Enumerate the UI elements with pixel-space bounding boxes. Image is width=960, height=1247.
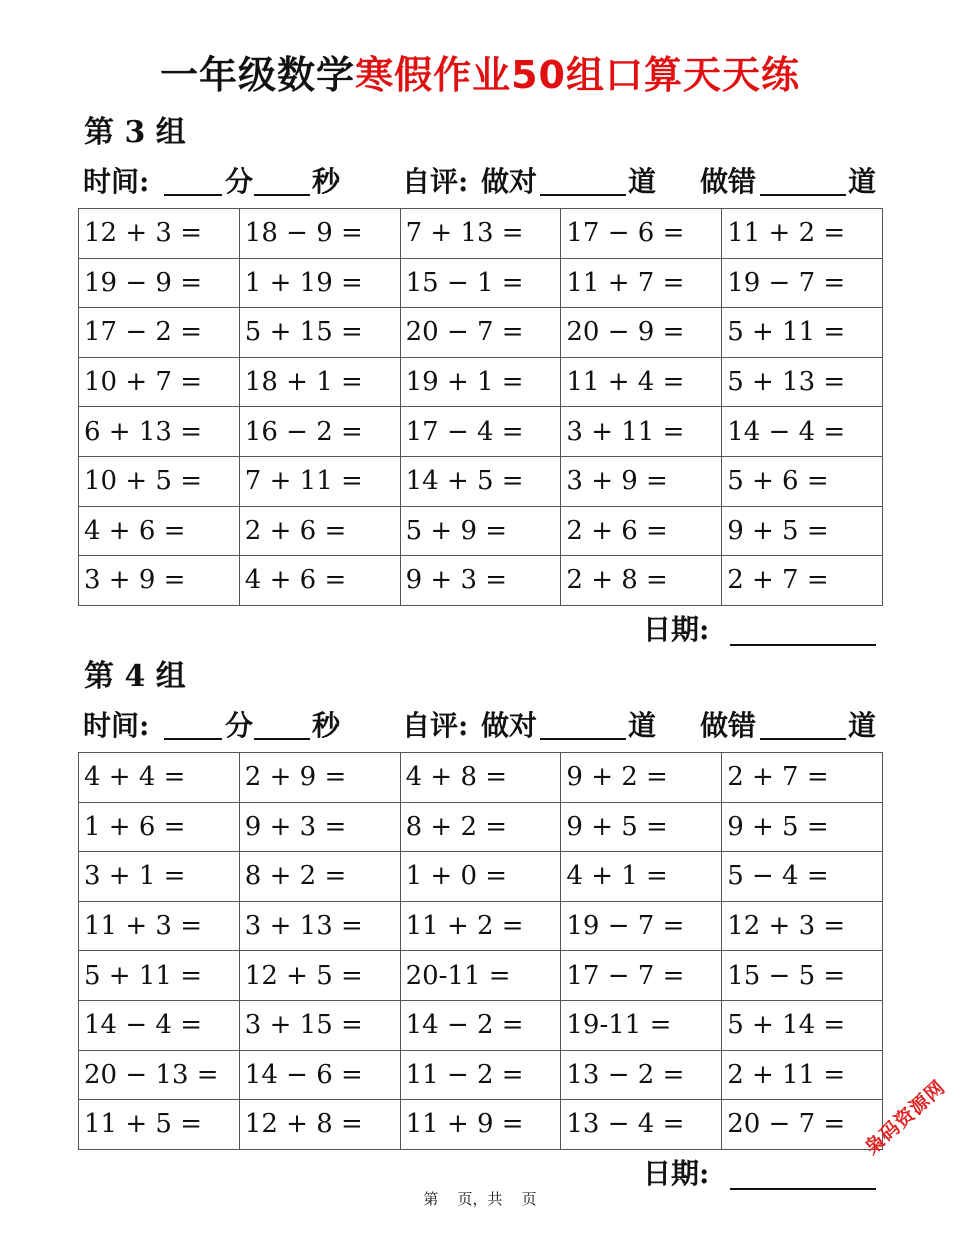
table-row (79, 753, 883, 803)
problem-cell: 11 + 2 = (722, 209, 883, 259)
wrong-label: 做错 (700, 709, 757, 742)
problem-cell: 18 + 1 = (239, 357, 400, 407)
problem-cell: 11 + 9 = (400, 1100, 561, 1150)
page-title (0, 50, 960, 100)
minute-blank[interactable] (164, 194, 222, 196)
title-black-part: 一年级数学 (160, 53, 356, 97)
problem-cell: 20 − 7 = (722, 1100, 883, 1150)
problem-cell: 19 + 1 = (400, 357, 561, 407)
problem-cell: 3 + 9 = (561, 456, 722, 506)
problem-cell: 2 + 11 = (722, 1050, 883, 1100)
problem-cell: 14 − 6 = (239, 1050, 400, 1100)
table-row (79, 1000, 883, 1050)
table-row (79, 951, 883, 1001)
problem-cell: 5 + 15 = (239, 308, 400, 358)
problem-cell: 4 + 1 = (561, 852, 722, 902)
problem-cell: 5 − 4 = (722, 852, 883, 902)
wrong-blank[interactable] (760, 738, 846, 740)
second-blank[interactable] (254, 194, 310, 196)
problem-cell: 3 + 9 = (79, 556, 240, 606)
table-row (79, 901, 883, 951)
correct-label: 做对 (481, 709, 538, 742)
problem-cell: 13 − 2 = (561, 1050, 722, 1100)
problem-cell: 20 − 9 = (561, 308, 722, 358)
problem-cell: 2 + 9 = (239, 753, 400, 803)
problem-cell: 14 + 5 = (400, 456, 561, 506)
problem-cell: 2 + 7 = (722, 753, 883, 803)
time-label: 时间: (83, 709, 150, 742)
table-row (79, 456, 883, 506)
title-red-part: 寒假作业50组口算天天练 (355, 53, 800, 97)
date-label: 日期: (643, 1156, 710, 1190)
dao-label: 道 (848, 165, 877, 198)
problem-cell: 4 + 6 = (79, 506, 240, 556)
problem-cell: 19 − 7 = (561, 901, 722, 951)
problem-cell: 19 − 9 = (79, 258, 240, 308)
problem-cell: 20-11 = (400, 951, 561, 1001)
problem-cell: 1 + 6 = (79, 802, 240, 852)
problem-cell: 12 + 3 = (79, 209, 240, 259)
problem-cell: 19 − 7 = (722, 258, 883, 308)
problem-cell: 5 + 11 = (722, 308, 883, 358)
minute-blank[interactable] (164, 738, 222, 740)
problem-cell: 17 − 2 = (79, 308, 240, 358)
problem-cell: 11 − 2 = (400, 1050, 561, 1100)
problem-cell: 20 − 13 = (79, 1050, 240, 1100)
problem-cell: 3 + 13 = (239, 901, 400, 951)
exercise-table (78, 752, 883, 1150)
table-row (79, 357, 883, 407)
problem-cell: 15 − 5 = (722, 951, 883, 1001)
problem-cell: 2 + 8 = (561, 556, 722, 606)
exercise-group-3 (78, 110, 883, 654)
date-blank[interactable] (730, 644, 876, 646)
problem-cell: 14 − 2 = (400, 1000, 561, 1050)
dao-label: 道 (628, 709, 657, 742)
problem-cell: 9 + 3 = (400, 556, 561, 606)
problem-cell: 17 − 6 = (561, 209, 722, 259)
problem-cell: 11 + 4 = (561, 357, 722, 407)
problem-cell: 11 + 7 = (561, 258, 722, 308)
problem-cell: 17 − 7 = (561, 951, 722, 1001)
self-eval-line (78, 700, 883, 752)
problem-cell: 20 − 7 = (400, 308, 561, 358)
problem-cell: 5 + 11 = (79, 951, 240, 1001)
table-row (79, 556, 883, 606)
self-eval-line (78, 156, 883, 208)
table-row (79, 209, 883, 259)
problem-cell: 8 + 2 = (400, 802, 561, 852)
problem-cell: 7 + 13 = (400, 209, 561, 259)
problem-cell: 11 + 3 = (79, 901, 240, 951)
problem-cell: 2 + 6 = (561, 506, 722, 556)
problem-cell: 12 + 5 = (239, 951, 400, 1001)
problem-cell: 1 + 19 = (239, 258, 400, 308)
problem-cell: 4 + 4 = (79, 753, 240, 803)
problem-cell: 12 + 8 = (239, 1100, 400, 1150)
problem-cell: 5 + 13 = (722, 357, 883, 407)
watermark-stamp: 枭码资源网 (860, 1076, 950, 1160)
problem-cell: 3 + 15 = (239, 1000, 400, 1050)
problem-cell: 12 + 3 = (722, 901, 883, 951)
table-row (79, 852, 883, 902)
problem-cell: 9 + 5 = (722, 506, 883, 556)
exercise-group-4 (78, 654, 883, 1198)
problem-cell: 5 + 9 = (400, 506, 561, 556)
problem-cell: 5 + 6 = (722, 456, 883, 506)
second-blank[interactable] (254, 738, 310, 740)
problem-cell: 3 + 1 = (79, 852, 240, 902)
problem-cell: 6 + 13 = (79, 407, 240, 457)
problem-cell: 1 + 0 = (400, 852, 561, 902)
problem-cell: 16 − 2 = (239, 407, 400, 457)
table-row (79, 1100, 883, 1150)
problem-cell: 9 + 3 = (239, 802, 400, 852)
correct-label: 做对 (481, 165, 538, 198)
problem-cell: 10 + 5 = (79, 456, 240, 506)
problem-cell: 4 + 6 = (239, 556, 400, 606)
problem-cell: 10 + 7 = (79, 357, 240, 407)
group-title: 第 3 组 (84, 115, 186, 150)
problem-cell: 17 − 4 = (400, 407, 561, 457)
self-eval-label: 自评: (402, 709, 469, 742)
group-title: 第 4 组 (84, 659, 186, 694)
time-label: 时间: (83, 165, 150, 198)
date-row (78, 606, 883, 654)
problem-cell: 9 + 5 = (722, 802, 883, 852)
dao-label: 道 (848, 709, 877, 742)
problem-cell: 11 + 2 = (400, 901, 561, 951)
date-label: 日期: (643, 612, 710, 646)
problem-cell: 8 + 2 = (239, 852, 400, 902)
problem-cell: 18 − 9 = (239, 209, 400, 259)
problem-cell: 5 + 14 = (722, 1000, 883, 1050)
problem-cell: 19-11 = (561, 1000, 722, 1050)
page-footer: 第 页，共 页 (423, 1190, 537, 1208)
exercise-table (78, 208, 883, 606)
wrong-blank[interactable] (760, 194, 846, 196)
table-row (79, 258, 883, 308)
minute-label: 分 (225, 165, 254, 198)
table-row (79, 802, 883, 852)
problem-cell: 2 + 7 = (722, 556, 883, 606)
problem-cell: 2 + 6 = (239, 506, 400, 556)
correct-blank[interactable] (540, 738, 626, 740)
problem-cell: 9 + 5 = (561, 802, 722, 852)
problem-cell: 15 − 1 = (400, 258, 561, 308)
problem-cell: 11 + 5 = (79, 1100, 240, 1150)
table-row (79, 506, 883, 556)
self-eval-label: 自评: (402, 165, 469, 198)
problem-cell: 14 − 4 = (722, 407, 883, 457)
table-row (79, 1050, 883, 1100)
table-row (79, 308, 883, 358)
wrong-label: 做错 (700, 165, 757, 198)
minute-label: 分 (225, 709, 254, 742)
dao-label: 道 (628, 165, 657, 198)
correct-blank[interactable] (540, 194, 626, 196)
problem-cell: 3 + 11 = (561, 407, 722, 457)
problem-cell: 9 + 2 = (561, 753, 722, 803)
problem-cell: 14 − 4 = (79, 1000, 240, 1050)
problem-cell: 4 + 8 = (400, 753, 561, 803)
second-label: 秒 (312, 165, 341, 198)
problem-cell: 7 + 11 = (239, 456, 400, 506)
problem-cell: 13 − 4 = (561, 1100, 722, 1150)
table-row (79, 407, 883, 457)
second-label: 秒 (312, 709, 341, 742)
